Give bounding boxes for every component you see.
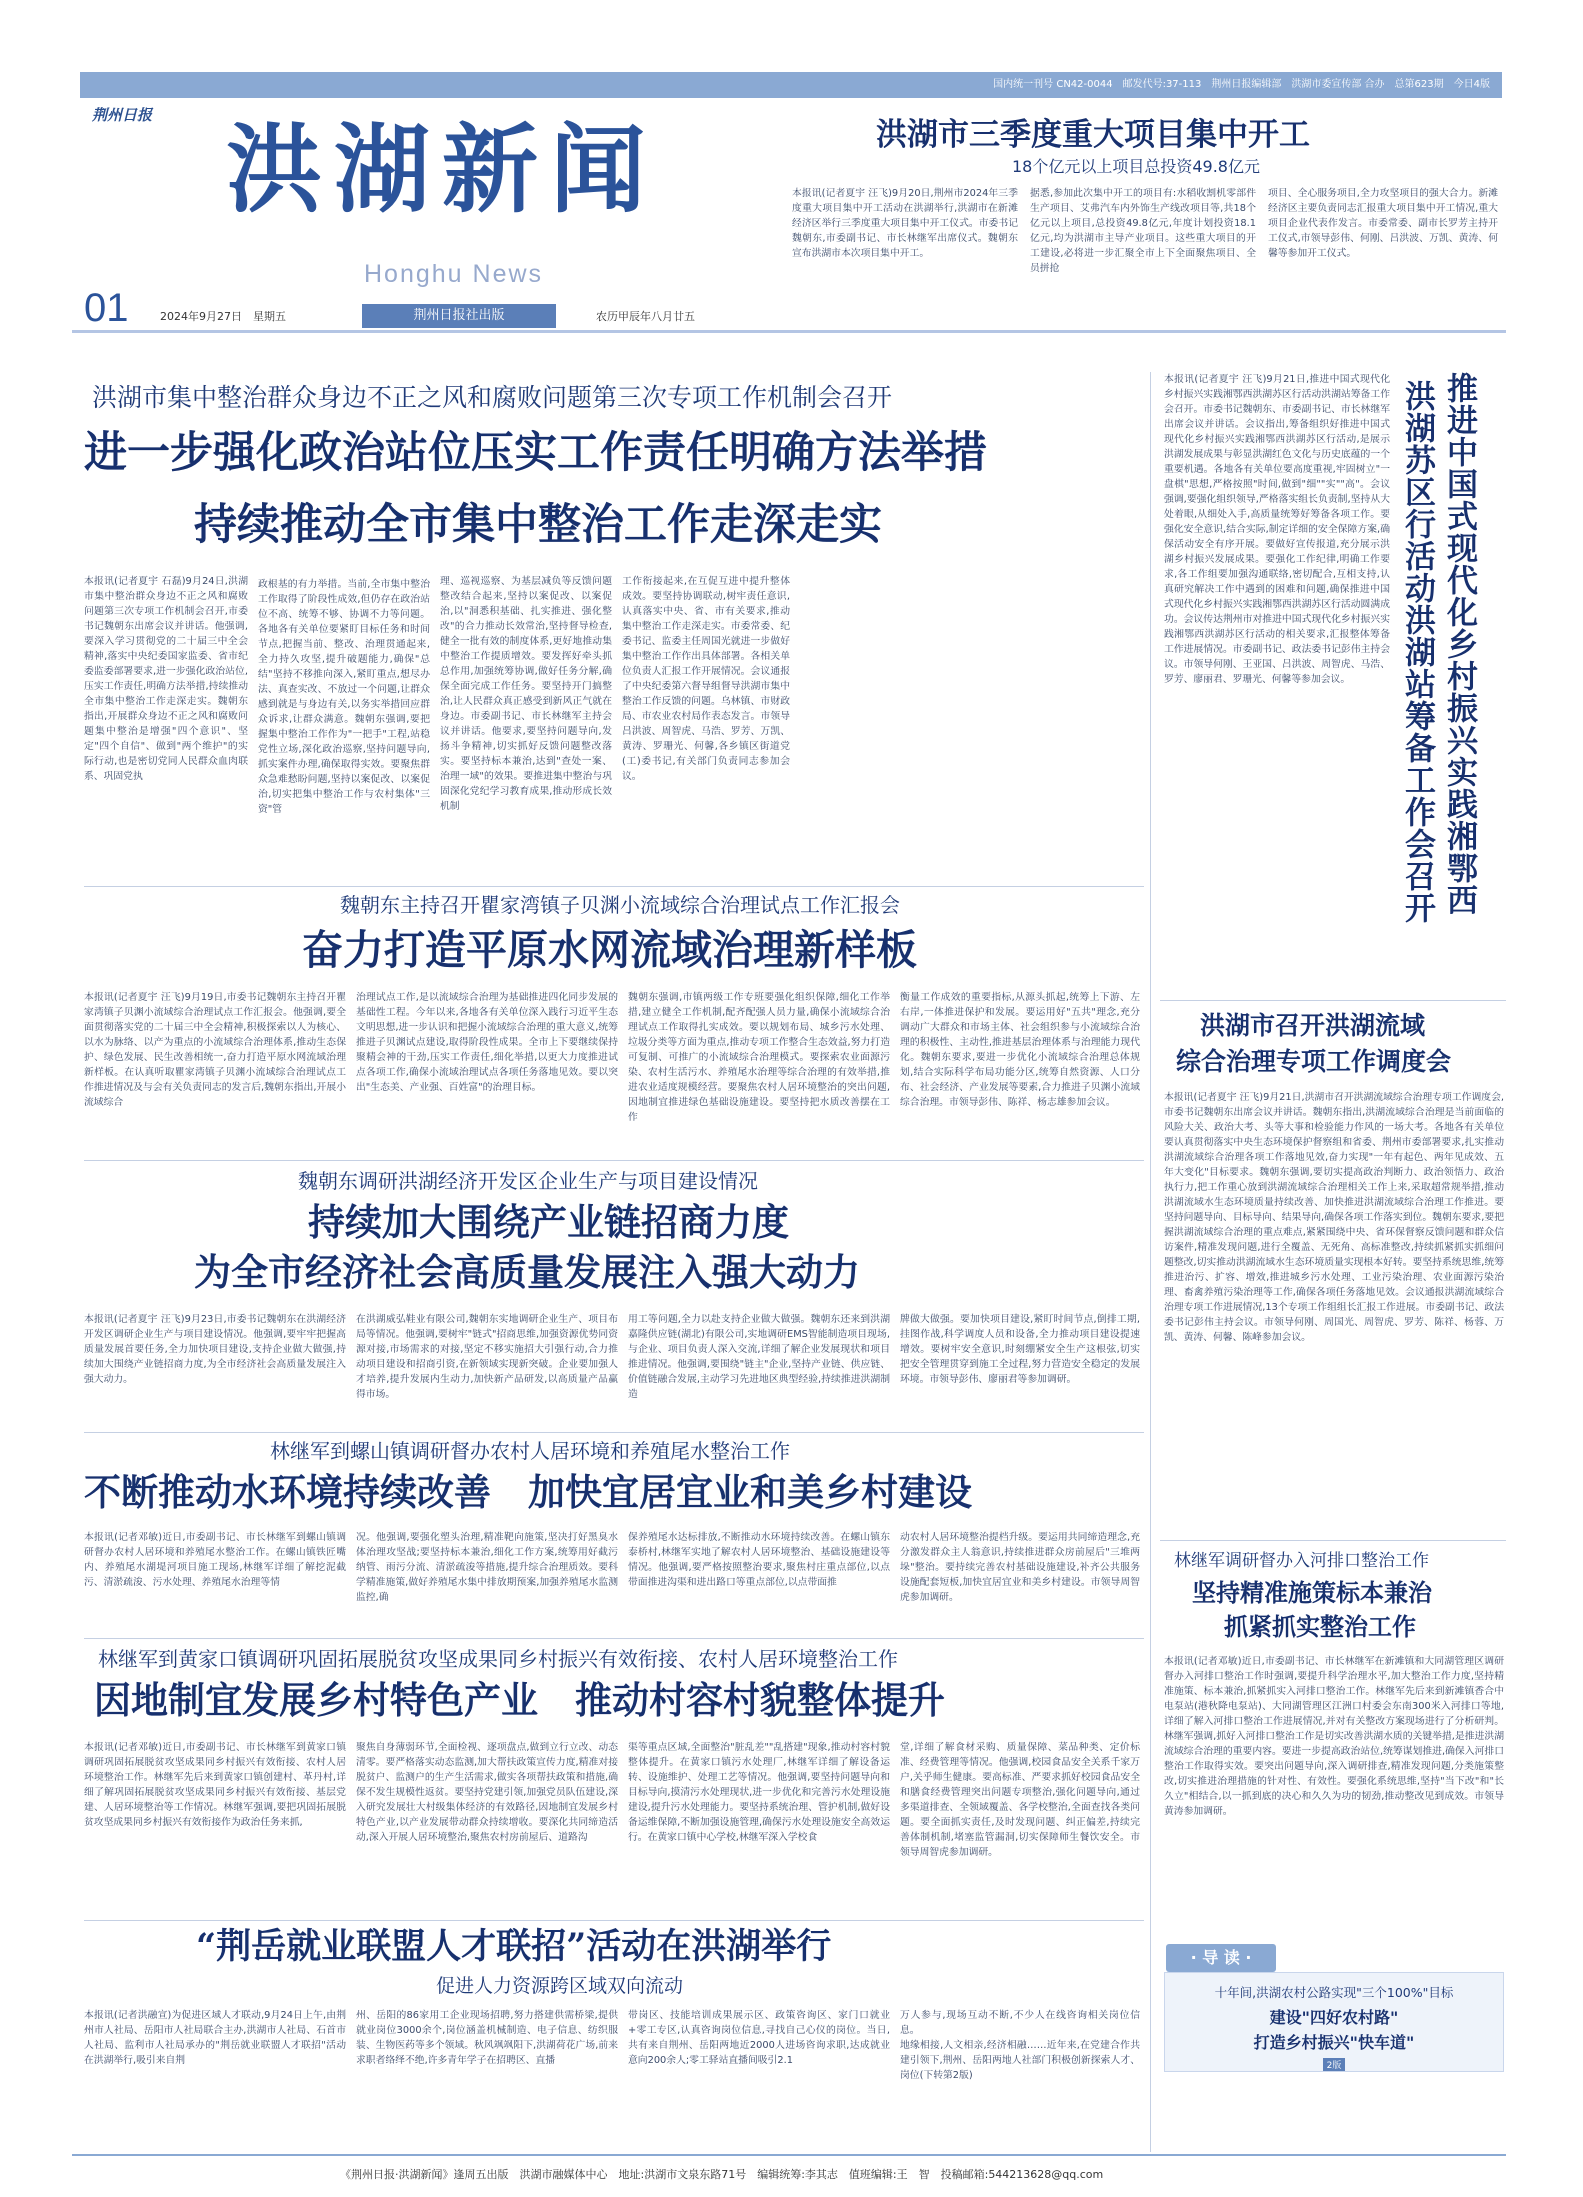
lunar-date: 农历甲辰年八月廿五 bbox=[596, 310, 695, 323]
guide-headline-1: 建设"四好农村路" bbox=[1269, 2008, 1399, 2027]
article3-headline-2: 为全市经济社会高质量发展注入强大动力 bbox=[194, 1250, 860, 1294]
divider bbox=[84, 886, 1144, 887]
side2-headline-2: 综合治理专项工作调度会 bbox=[1176, 1047, 1452, 1076]
article1-headline-1: 进一步强化政治站位压实工作责任明确方法举措 bbox=[84, 428, 987, 478]
article4-headline: 不断推动水环境持续改善 加快宜居宜业和美乡村建设 bbox=[84, 1470, 972, 1514]
article6-col-4a: 万人参与,现场互动不断,不少人在线咨询相关岗位信息。 bbox=[900, 2010, 1140, 2036]
guide-headline-2: 打造乡村振兴"快车道" bbox=[1253, 2033, 1415, 2052]
article6-col-5: 地缘相接,人文相亲,经济相融……近年来,在党建合作共建引领下,荆州、岳阳两地人社部门积极创新探索人才、岗位(下转第2版) bbox=[900, 2040, 1140, 2081]
article5-col-3: 渠等重点区域,全面整治"脏乱差""乱搭建"现象,推动村容村貌整体提升。在黄家口镇污水处理厂,林继军详细了解设备运转、设施维护、处理工艺等情况。他强调,要坚持问题导向和目标导向,摸清污水处理现状,进一步优化和完善污水处理设施建设,提升污水处理能力。要坚持系统治理、管护机制,做好设备运维保障,不断加强设施管理,确保污水处理设施安全高效运行。在黄家口镇中心学校,林继军深入学校食 bbox=[628, 1742, 890, 1843]
column-rule bbox=[1150, 372, 1151, 2152]
article1-headline-2: 持续推动全市集中整治工作走深走实 bbox=[194, 500, 882, 550]
side1-body: 本报讯(记者夏宇 汪飞)9月21日,推进中国式现代化乡村振兴实践湘鄂西洪湖苏区行活动洪湖站筹备工作会召开。市委书记魏朝东、市委副书记、市长林继军出席会议并讲话。会议指出,筹备组织好推进中国式现代化乡村振兴实践湘鄂西洪湖苏区行活动,是展示洪湖发展成果与彰显洪湖红色文化与历史底蕴的一个重要机遇。各地各有关单位要高度重视,牢固树立"一盘棋"思想,严格按照"时间,做到"细""实""高"。会议强调,要强化组织领导,严格落实组长负责制,坚持从大处着眼,从细处入手,高质量统筹好筹备各项工作。要强化安全意识,结合实际,制定详细的安全保障方案,确保活动安全有序开展。要做好宣传报道,充分展示洪湖乡村振兴发展成果。要强化工作纪律,明确工作要求,各工作组要加强沟通联络,密切配合,互相支持,认真研究解决工作中遇到的困难和问题,确保推进中国式现代化乡村振兴实践湘鄂西洪湖苏区行活动圆满成功。会议传达荆州市对推进中国式现代化乡村振兴实践湘鄂西洪湖苏区行活动的相关要求,汇报整体筹备工作进展情况。市委副书记、政法委书记彭伟主持会议。市领导何刚、王亚国、吕洪波、周智虎、马浩、罗芳、廖丽君、罗珊光、何馨等参加会议。 bbox=[1164, 374, 1390, 685]
divider bbox=[84, 1920, 1144, 1921]
lead-col-1: 本报讯(记者夏宇 汪飞)9月20日,荆州市2024年三季度重大项目集中开工活动在洪湖举行,洪湖市在新滩经济区举行三季度重大项目集中开工仪式。市委书记魏朝东,市委副书记、市长林继军出席仪式。魏朝东宣布洪湖市本次项目集中开工。 bbox=[792, 188, 1018, 259]
article2-col-2: 治理试点工作,是以流域综合治理为基础推进四化同步发展的基础性工程。今年以来,各地各有关单位深入践行习近平生态文明思想,进一步认识和把握小流域综合治理的重大意义,统筹推进子贝渊试点建设,取得阶段性成果。全市上下要继续保持聚精会神的干劲,压实工作责任,细化举措,以更大力度推进试点各项工作,确保小流域治理试点各项任务落地见效。要以突出"生态美、产业强、百姓富"的治理目标。 bbox=[356, 992, 618, 1093]
lead-col-2: 据悉,参加此次集中开工的项目有:水稻收割机零部件生产项目、艾弗汽车内外饰生产线改项目等,共18个亿元以上项目,总投资49.8亿元,年度计划投资18.1亿元,均为洪湖市主导产业项目。这些重大项目的开工建设,必将进一步汇聚全市上下全面聚焦项目、全员拼抢 bbox=[1030, 188, 1256, 274]
issue-date: 2024年9月27日 星期五 bbox=[160, 310, 286, 323]
side3-headline-2: 抓紧抓实整治工作 bbox=[1224, 1612, 1416, 1641]
article4-col-4: 动农村人居环境整治提档升级。要运用共同缔造理念,充分激发群众主人翁意识,持续推进群众房前屋后"三堆两垛"整治。要持续完善农村基础设施建设,补齐公共服务设施配套短板,加快宜居宜业和美乡村建设。市领导周智虎参加调研。 bbox=[900, 1532, 1140, 1603]
side1-title-col2: 洪湖苏区行活动洪湖站筹备工作会召开 bbox=[1399, 380, 1435, 924]
article1-col-3: 理、巡视巡察、为基层减负等反馈问题整改结合起来,坚持以案促改、以案促治,以"洞悉积基础、扎实推进、强化整改"的合力推动长效常治,坚持督导检查,健全一批有效的制度体系,更好地推动集中整治工作提质增效。要发挥好牵头抓总作用,加强统筹协调,做好任务分解,确保全面完成工作任务。要坚持开门搞整治,让人民群众真正感受到新风正气就在身边。市委副书记、市长林继军主持会议并讲话。他要求,要坚持问题导向,发扬斗争精神,切实抓好反馈问题整改落实。要坚持标本兼治,达到"查处一案、治理一域"的效果。要推进集中整治与巩固深化党纪学习教育成果,推动形成长效机制 bbox=[440, 576, 612, 812]
article1-col-4: 工作衔接起来,在互促互进中提升整体成效。要坚持协调联动,树牢责任意识,认真落实中央、省、市有关要求,推动集中整治工作走深走实。市委常委、纪委书记、监委主任周国光就进一步做好集中整治工作作出具体部署。各相关单位负责人汇报工作开展情况。会议通报了中央纪委第六督导组督导洪湖市集中整治工作反馈的问题。乌林镇、市财政局、市农业农村局作表态发言。市领导吕洪波、周智虎、马浩、罗芳、万凯、黄涛、罗珊光、何馨,各乡镇区街道党(工)委书记,有关部门负责同志参加会议。 bbox=[622, 576, 790, 782]
article2-col-3: 魏朝东强调,市镇两级工作专班要强化组织保障,细化工作举措,建立健全工作机制,配齐配强人员力量,确保小流域综合治理试点工作取得扎实成效。要以规划布局、城乡污水处理、垃圾分类等方面为重点,推动专项工作整合生态效益,努力打造可复制、可推广的小流域综合治理模式。要探索农业面源污染、农村生活污水、养殖尾水治理等综合治理的有效举措,推进农业适度规模经营。要聚焦农村人居环境整治的突出问题,因地制宜推进绿色基础设施建设。要坚持把水质改善摆在工作 bbox=[628, 992, 890, 1123]
article5-kicker: 林继军到黄家口镇调研巩固拓展脱贫攻坚成果同乡村振兴有效衔接、农村人居环境整治工作 bbox=[98, 1647, 898, 1671]
footer-divider bbox=[72, 2154, 1506, 2156]
side3-kicker: 林继军调研督办入河排口整治工作 bbox=[1174, 1551, 1429, 1571]
article6-col-4 bbox=[900, 2008, 1140, 2144]
article2-headline: 奋力打造平原水网流域治理新样板 bbox=[302, 926, 917, 974]
publisher-badge: 荆州日报社出版 bbox=[362, 304, 556, 328]
side3-body: 本报讯(记者邓敏)近日,市委副书记、市长林继军在新滩镇和大同湖管理区调研督办入河排口整治工作时强调,要提升科学治理水平,加大整治工作力度,坚持精准施策、标本兼治,抓紧抓实入河排口整治工作。林继军先后来到新滩镇香合中电泵站(港秋降电泵站)、大同湖管理区江洲口村委会东南300米入河排口等地,详细了解入河排口整治工作进展情况,并对有关整改方案现场进行了分析研判。林继军强调,抓好入河排口整治工作是切实改善洪湖水质的关键举措,是推进洪湖流域综合治理的重要内容。要进一步提高政治站位,统筹谋划推进,确保入河排口整治工作取得实效。要突出问题导向,深入调研排查,精准发现问题,分类施策整改,切实推进治理措施的针对性、有效性。要强化系统思维,坚持"当下改"和"长久立"相结合,以一抓到底的决心和久久为功的韧劲,推动整改见到成效。市领导黄涛参加调研。 bbox=[1164, 1656, 1504, 1817]
divider bbox=[84, 1160, 1144, 1161]
side2-body: 本报讯(记者夏宇 汪飞)9月21日,洪湖市召开洪湖流域综合治理专项工作调度会,市委书记魏朝东出席会议并讲话。魏朝东指出,洪湖流域综合治理是当前面临的风险大关、政治大考、头等大事和检验能力作风的一场大考。各地各有关单位要认真贯彻落实中央生态环境保护督察组和省委、荆州市委部署要求,扎实推动洪湖流域综合治理各项工作落地见效,奋力实现"一年有起色、两年见成效、五年大变化"目标要求。魏朝东强调,要切实提高政治判断力、政治领悟力、政治执行力,把工作重心放到洪湖流域综合治理相关工作上来,采取超常规举措,推动洪湖流域水生态环境质量持续改善、加快推进洪湖流域综合治理工作推进。要坚持问题导向、目标导向、结果导向,确保各项工作落实到位。魏朝东要求,要把握洪湖流域综合治理的重点难点,紧紧围绕中央、省环保督察反馈问题和群众信访案件,精准发现问题,进行全覆盖、无死角、高标准整改,持续抓紧抓实抓细问题整改,切实推动洪湖流域水生态环境质量实现根本好转。要坚持系统思维,统筹推进治污、扩容、增效,推进城乡污水处理、工业污染治理、农业面源污染治理、畜禽养殖污染治理等工作,确保各项任务落地见效。会议通报洪湖流域综合治理专项工作进展情况,13个专项工作组组长汇报工作进展。市委副书记、政法委书记彭伟主持会议。市领导何刚、周国光、周智虎、罗芳、陈祥、杨蓉、万凯、黄涛、何馨、陈峰参加会议。 bbox=[1164, 1092, 1504, 1343]
article4-col-1: 本报讯(记者邓敏)近日,市委副书记、市长林继军到螺山镇调研督办农村人居环境和养殖尾水整治工作。在螺山镇铁匠嘴内、养殖尾水湖堤河项目施工现场,林继军详细了解挖泥截污、清淤疏浚、污水处理、养殖尾水治理等情 bbox=[84, 1532, 346, 1588]
header-divider bbox=[72, 330, 1506, 333]
divider bbox=[1160, 1000, 1506, 1001]
article1-col-2: 政根基的有力举措。当前,全市集中整治工作取得了阶段性成效,但仍存在政治站位不高、统筹不够、协调不力等问题。各地各有关单位要紧盯目标任务和时间节点,把握当前、整改、治理贯通起来,全力持久攻坚,提升破题能力,确保"总结"坚持不移推向深入,紧盯重点,想尽办法、真查实改、不放过一个问题,让群众感到就是与身边有关,以务实举措回应群众诉求,让群众满意。魏朝东强调,要把握集中整治工作作为"一把手"工程,站稳党性立场,深化政治巡察,坚持问题导向,抓实案件办理,确保取得实效。要聚焦群众急难愁盼问题,坚持以案促改、以案促治,切实把集中整治工作与农村集体"三资"管 bbox=[258, 579, 430, 815]
masthead-english: Honghu News bbox=[364, 260, 544, 288]
article3-headline-1: 持续加大围绕产业链招商力度 bbox=[308, 1200, 789, 1244]
divider bbox=[84, 1432, 1144, 1433]
side2-headline-1: 洪湖市召开洪湖流域 bbox=[1200, 1011, 1426, 1040]
guide-page-ref[interactable]: 2版 bbox=[1323, 2058, 1346, 2071]
article6-col-2: 州、岳阳的86家用工企业现场招聘,努力搭建供需桥梁,提供就业岗位3000余个,岗位涵盖机械制造、电子信息、纺织服装、生物医药等多个领域。秋风飒飒阳下,洪湖荷花广场,前来求职者络绎不绝,许多青年学子在招聘区、直播 bbox=[356, 2010, 618, 2066]
article6-col-3: 带岗区、技能培训成果展示区、政策咨询区、家门口就业+零工专区,认真咨询岗位信息,寻找自己心仪的岗位。当日,共有来自荆州、岳阳两地近2000人进场咨询求职,达成就业意向200余人;零工驿站直播间吸引2.1 bbox=[628, 2010, 890, 2066]
lead-subhead: 18个亿元以上项目总投资49.8亿元 bbox=[1012, 157, 1260, 176]
article3-col-3: 用工等问题,全力以赴支持企业做大做强。魏朝东还来到洪湖嘉隆供应链(湖北)有限公司,实地调研EMS智能制造项目现场,与企业、项目负责人深入交流,详细了解企业发展现状和项目推进情况。他强调,要围绕"链主"企业,坚持产业链、供应链、价值链融合发展,主动学习先进地区典型经验,持续推进洪湖制造 bbox=[628, 1314, 890, 1400]
article3-col-4: 牌做大做强。要加快项目建设,紧盯时间节点,倒排工期,挂图作战,科学调度人员和设备,全力推动项目建设提速增效。要树牢安全意识,时刻绷紧安全生产这根弦,切实把安全管理贯穿到施工全过程,努力营造安全稳定的发展环境。市领导彭伟、廖丽君等参加调研。 bbox=[900, 1314, 1140, 1385]
masthead-title: 洪湖新闻 bbox=[226, 113, 658, 226]
guide-label: · 导 读 · bbox=[1166, 1944, 1276, 1972]
article3-kicker: 魏朝东调研洪湖经济开发区企业生产与项目建设情况 bbox=[298, 1169, 758, 1193]
divider bbox=[1160, 1540, 1506, 1541]
article2-kicker: 魏朝东主持召开瞿家湾镇子贝渊小流域综合治理试点工作汇报会 bbox=[340, 893, 900, 917]
article1-col-1: 本报讯(记者夏宇 石磊)9月24日,洪湖市集中整治群众身边不正之风和腐败问题第三次专项工作机制会召开,市委书记魏朝东出席会议并讲话。他强调,要深入学习贯彻党的二十届三中全会精神,落实中央纪委国家监委、省市纪委监委部署要求,进一步强化政治站位,压实工作责任,明确方法举措,持续推动全市集中整治工作走深走实。魏朝东指出,开展群众身边不正之风和腐败问题集中整治是增强"四个意识"、坚定"四个自信"、做到"两个维护"的实际行动,也是密切党同人民群众血肉联系、巩固党执 bbox=[84, 576, 248, 782]
article5-col-2: 聚焦自身薄弱环节,全面检视、逐项盘点,做到立行立改、动态清零。要严格落实动态监测,加大帮扶政策宣传力度,精准对接脱贫户、监测户的生产生活需求,做实各项帮扶政策和措施,确保不发生规模性返贫。要坚持党建引领,加强党员队伍建设,深入研究发展壮大村级集体经济的有效路径,因地制宜发展乡村特色产业,以产业发展带动群众持续增收。要深化共同缔造活动,深入开展人居环境整治,聚焦农村房前屋后、道路沟 bbox=[356, 1742, 618, 1843]
article5-col-1: 本报讯(记者邓敏)近日,市委副书记、市长林继军到黄家口镇调研巩固拓展脱贫攻坚成果同乡村振兴有效衔接、农村人居环境整治工作。林继军先后来到黄家口镇创建村、革丹村,详细了解巩固拓展脱贫攻坚成果同乡村振兴有效衔接、基层党建、人居环境整治等工作情况。林继军强调,要把巩固拓展脱贫攻坚成果同乡村振兴有效衔接作为政治任务来抓, bbox=[84, 1742, 346, 1828]
article6-subhead: 促进人力资源跨区域双向流动 bbox=[436, 1975, 684, 1997]
lead-col-3: 项目、全心服务项目,全力攻坚项目的强大合力。新滩经济区主要负责同志汇报重大项目集中开工情况,重大项目企业代表作发言。市委常委、副市长罗芳主持开工仪式,市领导彭伟、何刚、吕洪波、万凯、黄涛、何馨等参加开工仪式。 bbox=[1268, 188, 1498, 259]
divider bbox=[84, 1638, 1144, 1639]
article6-headline: “荆岳就业联盟人才联招”活动在洪湖举行 bbox=[196, 1926, 832, 1967]
guide-box[interactable] bbox=[1164, 1972, 1504, 2072]
jingzhou-daily-logo: 荆州日报 bbox=[92, 106, 153, 124]
side3-headline-1: 坚持精准施策标本兼治 bbox=[1192, 1578, 1432, 1607]
page-number: 01 bbox=[84, 286, 129, 330]
article4-col-2: 况。他强调,要强化塑头治理,精准靶向施策,坚决打好黑臭水体治理攻坚战;要坚持标本兼治,细化工作方案,统筹用好截污纳管、雨污分流、清淤疏浚等措施,提升综合治理质效。要科学精准施策,做好养殖尾水集中排放期预案,加强养殖尾水监测监控,确 bbox=[356, 1532, 618, 1603]
article3-col-1: 本报讯(记者夏宇 汪飞)9月23日,市委书记魏朝东在洪湖经济开发区调研企业生产与项目建设情况。他强调,要牢牢把握高质量发展首要任务,全力加快项目建设,支持企业做大做强,持续加大围绕产业链招商力度,为全市经济社会高质量发展注入强大动力。 bbox=[84, 1314, 346, 1385]
article4-kicker: 林继军到螺山镇调研督办农村人居环境和养殖尾水整治工作 bbox=[270, 1439, 790, 1463]
top-info-bar: 国内统一刊号 CN42-0044 邮发代号:37-113 荆州日报编辑部 洪湖市委宣传部 合办 总第623期 今日4版 bbox=[80, 72, 1502, 98]
side1-title-col1: 推进中国式现代化乡村振兴实践湘鄂西 bbox=[1441, 372, 1477, 916]
article2-col-4: 衡量工作成效的重要指标,从源头抓起,统筹上下游、左右岸,一体推进保护和发展。要运用好"五共"理念,充分调动广大群众和市场主体、社会组织参与小流域综合治理的积极性、主动性,推进基层治理体系与治理能力现代化。魏朝东要求,要进一步优化小流域综合治理总体规划,结合实际科学布局功能分区,统筹自然资源、人口分布、社会经济、产业发展等要素,合力推进子贝渊小流域综合治理。市领导彭伟、陈祥、杨志雄参加会议。 bbox=[900, 992, 1140, 1108]
guide-intro: 十年间,洪湖农村公路实现"三个100%"目标 bbox=[1214, 1985, 1454, 2000]
article5-col-4: 堂,详细了解食材采购、质量保障、菜品种类、定价标准、经费管理等情况。他强调,校园食品安全关系千家万户,关乎师生健康。要高标准、严要求抓好校园食品安全和膳食经费管理突出问题专项整治,强化问题导向,通过多渠道排查、全领域覆盖、各学校整治,全面查找各类问题。要全面抓实责任,及时发现问题、纠正偏差,持续完善体制机制,堵塞监管漏洞,切实保障师生餐饮安全。市领导周智虎参加调研。 bbox=[900, 1742, 1140, 1858]
article3-col-2: 在洪湖威弘鞋业有限公司,魏朝东实地调研企业生产、项目布局等情况。他强调,要树牢"链式"招商思维,加强资源优势同资源对接,市场需求的对接,坚定不移实施招大引强行动,合力推动项目建设和招商引资,在新领域实现新突破。企业要加强人才培养,提升发展内生动力,加快新产品研发,以高质量产品赢得市场。 bbox=[356, 1314, 618, 1400]
article5-headline: 因地制宜发展乡村特色产业 推动村容村貌整体提升 bbox=[94, 1678, 945, 1722]
article2-col-1: 本报讯(记者夏宇 汪飞)9月19日,市委书记魏朝东主持召开瞿家湾镇子贝渊小流域综合治理试点工作汇报会。他强调,要全面贯彻落实党的二十届三中全会精神,积极探索以人为核心、以水为脉络、以产为重点的小流域综合治理体系,推动生态保护、绿色发展、民生改善相统一,奋力打造平原水网流域治理新样板。在认真听取瞿家湾镇子贝渊小流域综合治理试点工作推进情况及与会有关负责同志的发言后,魏朝东指出,开展小流域综合 bbox=[84, 992, 346, 1108]
lead-headline: 洪湖市三季度重大项目集中开工 bbox=[876, 117, 1310, 153]
article1-kicker: 洪湖市集中整治群众身边不正之风和腐败问题第三次专项工作机制会召开 bbox=[92, 383, 893, 412]
footer-info: 《荆州日报·洪湖新闻》逢周五出版 洪湖市融媒体中心 地址:洪湖市文泉东路71号 编辑统筹:李其志 值班编辑:王 智 投稿邮箱:544213628@qq.com bbox=[340, 2168, 1104, 2181]
article6-col-1: 本报讯(记者洪融宣)为促进区域人才联动,9月24日上午,由荆州市人社局、岳阳市人社局联合主办,洪湖市人社局、石首市人社局、监利市人社局承办的"荆岳就业联盟人才联招"活动在洪湖举行,吸引来自荆 bbox=[84, 2010, 346, 2066]
article4-col-3: 保养殖尾水达标排放,不断推动水环境持续改善。在螺山镇东泰桥村,林继军实地了解农村人居环境整治、基础设施建设等情况。他强调,要严格按照整治要求,聚焦村庄重点部位,以点带面推进沟渠和进出路口等重点部位,以点带面推 bbox=[628, 1532, 890, 1588]
